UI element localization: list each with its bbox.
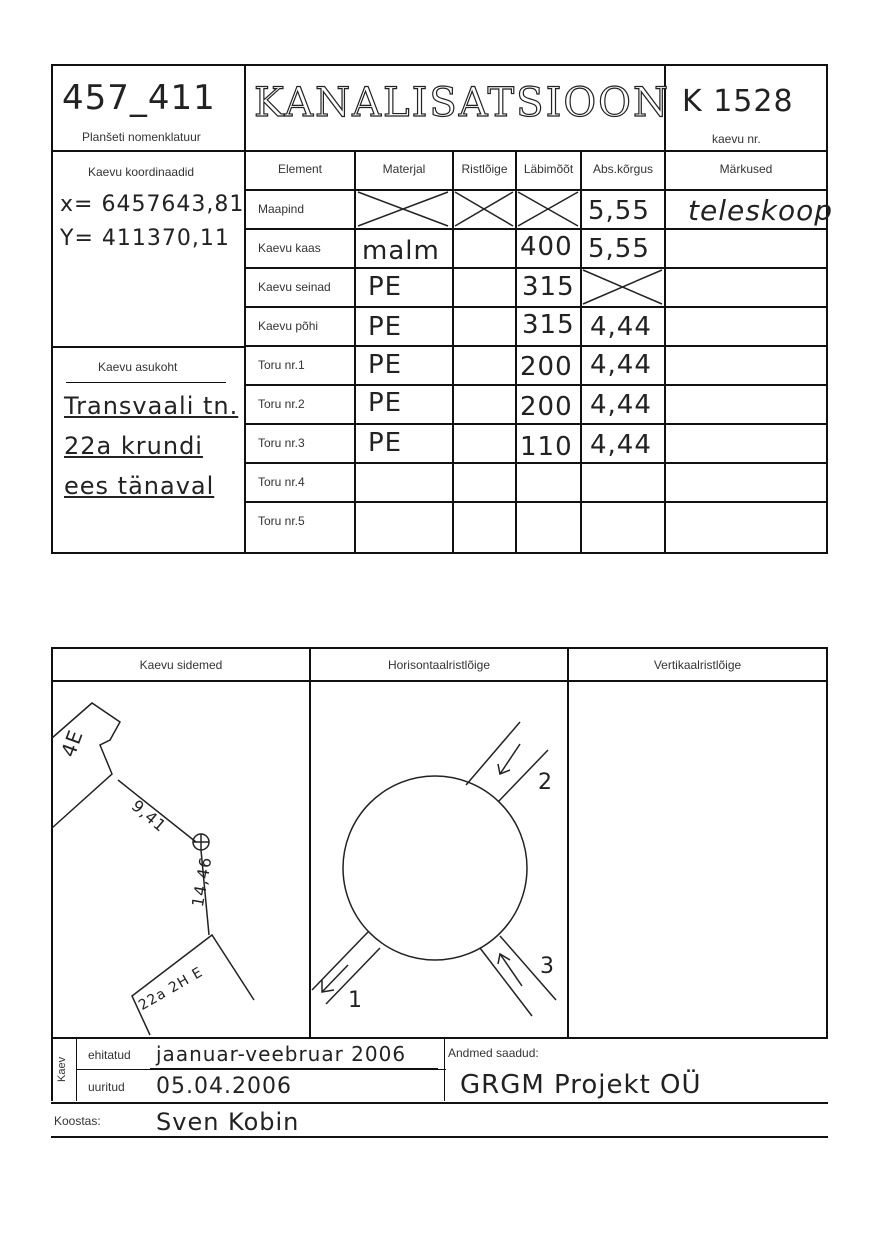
col-header-abs-height: Abs.kõrgus bbox=[592, 162, 654, 176]
data-provided-value: GRGM Projekt OÜ bbox=[460, 1070, 702, 1100]
abs-height-value: 5,55 bbox=[588, 234, 650, 264]
row-element-label: Toru nr.4 bbox=[258, 475, 305, 489]
notes-value: teleskoop bbox=[688, 194, 834, 227]
built-label: ehitatud bbox=[88, 1048, 131, 1062]
abs-height-value: 4,44 bbox=[590, 350, 652, 380]
col-header-material: Materjal bbox=[382, 162, 426, 176]
row-element-label: Kaevu kaas bbox=[258, 241, 321, 255]
building-top-label: 4E bbox=[56, 726, 88, 761]
location-label: Kaevu asukoht bbox=[98, 360, 178, 374]
diameter-value: 315 bbox=[522, 272, 575, 302]
pipe-number-1: 1 bbox=[348, 988, 363, 1013]
compiled-value: Sven Kobin bbox=[156, 1108, 300, 1136]
abs-height-value: 4,44 bbox=[590, 430, 652, 460]
abs-height-value: 4,44 bbox=[590, 312, 652, 342]
diameter-value: 315 bbox=[522, 310, 575, 340]
pipe-number-2: 2 bbox=[538, 770, 553, 795]
kaev-label: Kaev bbox=[56, 1056, 68, 1082]
footer-compiled-bottom bbox=[51, 1136, 828, 1138]
distance-1-label: 9,41 bbox=[127, 796, 171, 837]
links-header: Kaevu sidemed bbox=[139, 658, 223, 672]
diameter-value: 200 bbox=[520, 352, 573, 382]
building-bottom-label: 22a 2H E bbox=[136, 964, 206, 1014]
row-element-label: Kaevu põhi bbox=[258, 319, 319, 333]
material-value: malm bbox=[362, 236, 440, 266]
location-line-3: ees tänaval bbox=[64, 472, 215, 500]
location-line-1: Transvaali tn. bbox=[64, 392, 239, 420]
material-value: PE bbox=[368, 272, 403, 302]
footer-kaev-left bbox=[51, 1037, 53, 1101]
nomenclature-value: 457_411 bbox=[62, 78, 216, 118]
diameter-value: 200 bbox=[520, 392, 573, 422]
row-element-label: Kaevu seinad bbox=[258, 280, 331, 294]
distance-2-label: 14,46 bbox=[188, 854, 216, 909]
coordinates-label: Kaevu koordinaadid bbox=[88, 165, 195, 179]
row-element-label: Toru nr.3 bbox=[258, 436, 305, 450]
abs-height-value: 4,44 bbox=[590, 390, 652, 420]
footer-mid-divider bbox=[444, 1037, 445, 1101]
well-number-value: K 1528 bbox=[682, 84, 794, 119]
vertical-section-header: Vertikaalristlõige bbox=[653, 658, 742, 672]
pipe-number-3: 3 bbox=[540, 954, 555, 979]
footer-row-line bbox=[76, 1069, 446, 1070]
material-value: PE bbox=[368, 428, 403, 458]
nomenclature-label: Planšeti nomenklatuur bbox=[82, 130, 201, 144]
horizontal-section-header: Horisontaalristlõige bbox=[387, 658, 491, 672]
row-element-label: Toru nr.1 bbox=[258, 358, 305, 372]
col-header-diameter: Läbimõõt bbox=[523, 162, 574, 176]
diameter-value: 400 bbox=[520, 232, 573, 262]
location-line-2: 22a krundi bbox=[64, 432, 203, 460]
well-number-label: kaevu nr. bbox=[712, 132, 761, 146]
material-value: PE bbox=[368, 388, 403, 418]
built-value: jaanuar-veebruar 2006 bbox=[156, 1042, 407, 1066]
col-header-notes: Märkused bbox=[719, 162, 773, 176]
data-provided-label: Andmed saadud: bbox=[448, 1046, 539, 1060]
material-value: PE bbox=[368, 312, 403, 342]
abs-height-value: 5,55 bbox=[588, 196, 650, 226]
surveyed-value: 05.04.2006 bbox=[156, 1074, 292, 1099]
coordinate-x: x= 6457643,81 bbox=[60, 192, 245, 217]
compiled-label: Koostas: bbox=[54, 1114, 101, 1128]
footer-compiled-top bbox=[51, 1102, 828, 1104]
row-element-label: Toru nr.2 bbox=[258, 397, 305, 411]
diameter-value: 110 bbox=[520, 432, 573, 462]
surveyed-label: uuritud bbox=[88, 1080, 125, 1094]
col-header-cross-section: Ristlõige bbox=[461, 162, 508, 176]
row-element-label: Maapind bbox=[258, 202, 305, 216]
document-title: KANALISATSIOON bbox=[254, 80, 670, 126]
coordinate-y: Y= 411370,11 bbox=[60, 226, 230, 251]
row-element-label: Toru nr.5 bbox=[258, 514, 305, 528]
col-header-element: Element bbox=[277, 162, 323, 176]
material-value: PE bbox=[368, 350, 403, 380]
